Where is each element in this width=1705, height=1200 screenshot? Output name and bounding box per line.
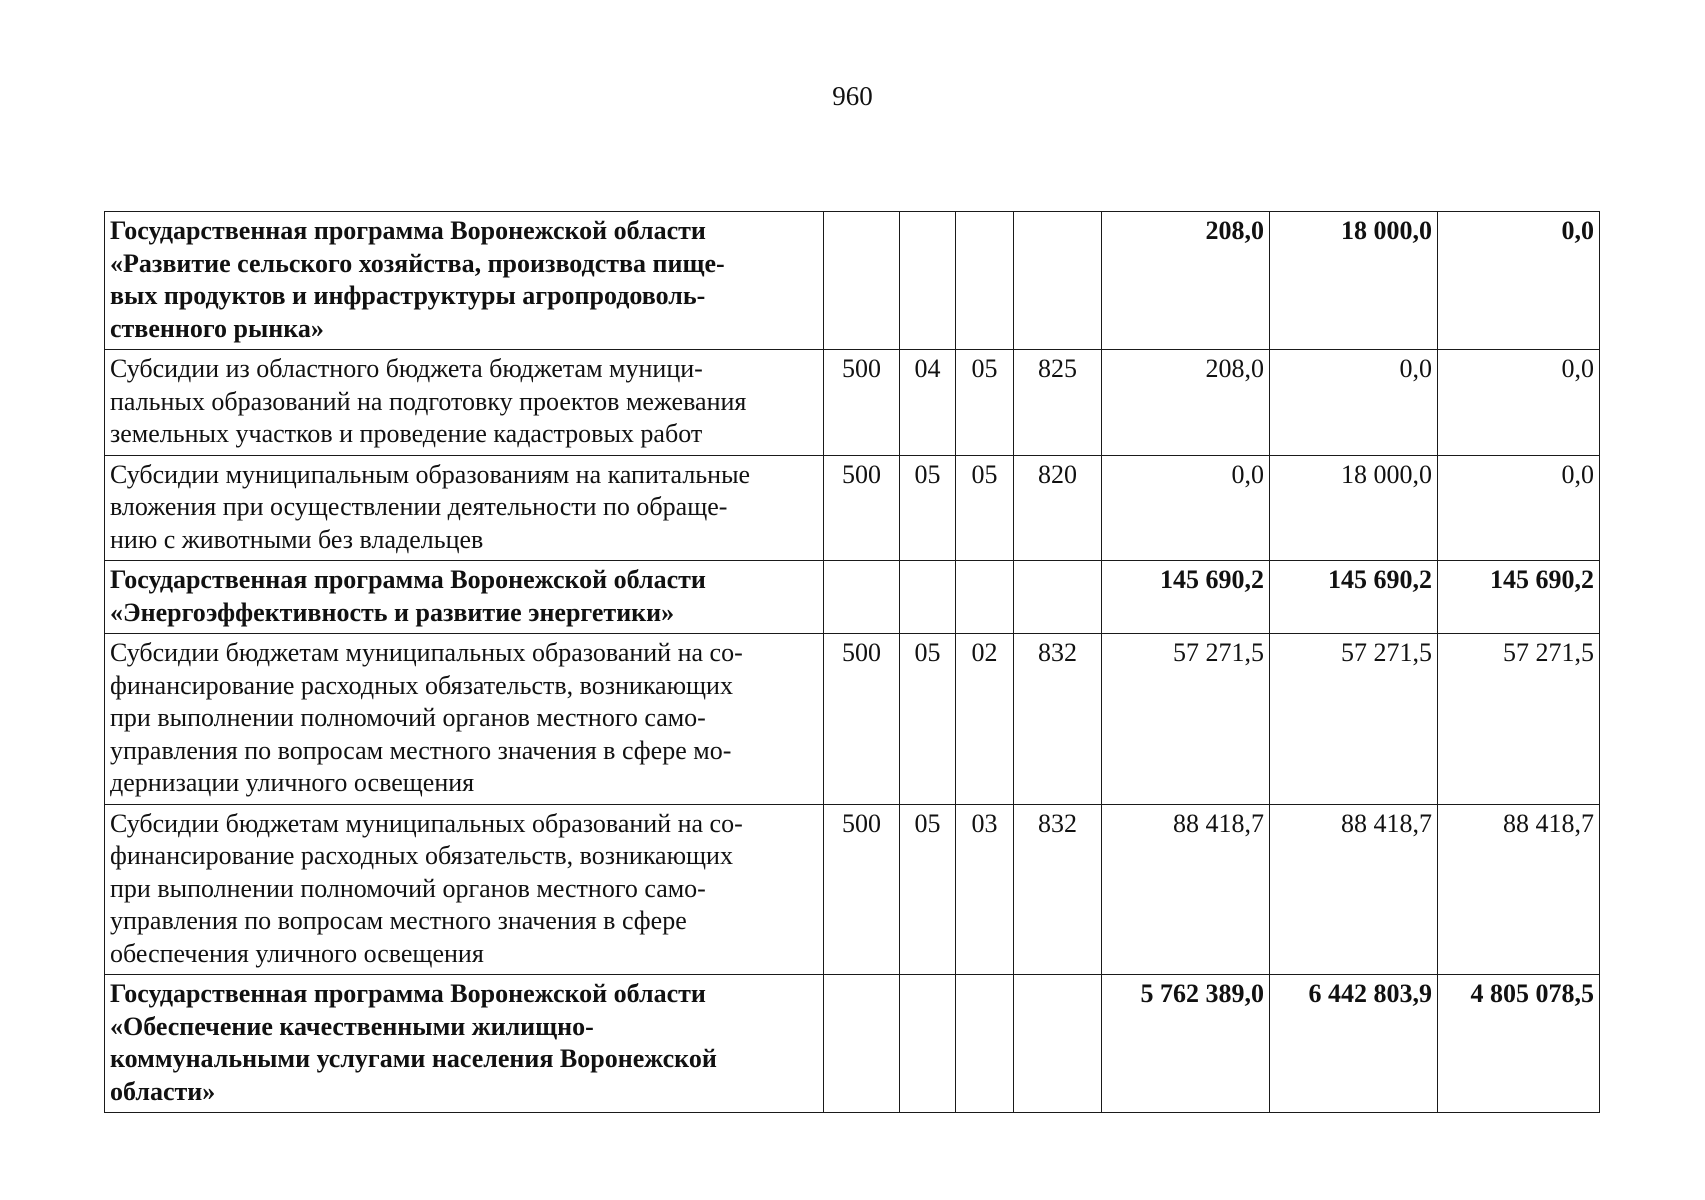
code-subsection bbox=[956, 975, 1014, 1113]
amount-year-1: 5 762 389,0 bbox=[1102, 975, 1270, 1113]
row-title-line: Государственная программа Воронежской области bbox=[110, 979, 706, 1008]
row-title-line: обеспечения уличного освещения bbox=[110, 938, 484, 968]
amount-year-1: 57 271,5 bbox=[1102, 634, 1270, 805]
page-number: 960 bbox=[832, 81, 873, 111]
subsidy-row bbox=[105, 634, 1600, 805]
code-target bbox=[1014, 561, 1102, 634]
code-target bbox=[1014, 212, 1102, 350]
row-title-line: «Энергоэффективность и развитие энергетики» bbox=[110, 597, 675, 627]
code-subsection: 03 bbox=[956, 804, 1014, 975]
amount-year-1: 208,0 bbox=[1102, 350, 1270, 456]
code-subsection: 05 bbox=[956, 350, 1014, 456]
row-title-line: Субсидии муниципальным образованиям на капитальные bbox=[110, 459, 751, 489]
row-title-line: управления по вопросам местного значения в сфере мо- bbox=[110, 735, 732, 765]
row-title-line: финансирование расходных обязательств, возникающих bbox=[110, 670, 733, 700]
row-title-line: земельных участков и проведение кадастровых работ bbox=[110, 419, 703, 448]
row-title-line: ственного рынка» bbox=[110, 313, 324, 343]
row-title-line: пальных образований на подготовку проектов межевания bbox=[110, 386, 747, 416]
row-title bbox=[105, 455, 824, 561]
amount-year-2: 6 442 803,9 bbox=[1270, 975, 1438, 1113]
row-title-line: управления по вопросам местного значения в сфере bbox=[110, 906, 687, 935]
code-ministry: 500 bbox=[824, 455, 900, 561]
row-title bbox=[105, 804, 824, 975]
code-subsection bbox=[956, 561, 1014, 634]
code-target: 832 bbox=[1014, 804, 1102, 975]
amount-year-2: 0,0 bbox=[1270, 350, 1438, 456]
row-title-line: дернизации уличного освещения bbox=[110, 768, 475, 797]
row-title-line: Субсидии из областного бюджета бюджетам муници- bbox=[110, 354, 703, 383]
code-section: 05 bbox=[900, 455, 956, 561]
amount-year-3: 0,0 bbox=[1438, 212, 1600, 350]
row-title bbox=[105, 634, 824, 805]
subsidy-row bbox=[105, 804, 1600, 975]
subsidy-row bbox=[105, 350, 1600, 456]
code-target: 820 bbox=[1014, 455, 1102, 561]
code-ministry: 500 bbox=[824, 804, 900, 975]
code-subsection: 02 bbox=[956, 634, 1014, 805]
amount-year-1: 145 690,2 bbox=[1102, 561, 1270, 634]
row-title-line: «Обеспечение качественными жилищно- bbox=[110, 1011, 594, 1041]
amount-year-1: 88 418,7 bbox=[1102, 804, 1270, 975]
row-title-line: вложения при осуществлении деятельности по обраще- bbox=[110, 492, 728, 521]
row-title-line: «Развитие сельского хозяйства, производства пище- bbox=[110, 248, 725, 278]
row-title-line: Субсидии бюджетам муниципальных образований на со- bbox=[110, 638, 743, 667]
subsidy-row bbox=[105, 455, 1600, 561]
amount-year-2: 18 000,0 bbox=[1270, 455, 1438, 561]
row-title-line: при выполнении полномочий органов местного само- bbox=[110, 703, 706, 732]
row-title-line: Государственная программа Воронежской области bbox=[110, 216, 706, 245]
row-title bbox=[105, 212, 824, 350]
row-title bbox=[105, 561, 824, 634]
amount-year-3: 145 690,2 bbox=[1438, 561, 1600, 634]
code-target: 832 bbox=[1014, 634, 1102, 805]
amount-year-2: 18 000,0 bbox=[1270, 212, 1438, 350]
row-title-line: вых продуктов и инфраструктуры агропродоволь- bbox=[110, 281, 706, 310]
amount-year-2: 88 418,7 bbox=[1270, 804, 1438, 975]
amount-year-3: 0,0 bbox=[1438, 455, 1600, 561]
row-title bbox=[105, 350, 824, 456]
amount-year-3: 57 271,5 bbox=[1438, 634, 1600, 805]
code-section bbox=[900, 975, 956, 1113]
code-subsection: 05 bbox=[956, 455, 1014, 561]
code-section: 05 bbox=[900, 804, 956, 975]
code-ministry bbox=[824, 561, 900, 634]
code-target bbox=[1014, 975, 1102, 1113]
code-section: 04 bbox=[900, 350, 956, 456]
row-title-line: Субсидии бюджетам муниципальных образований на со- bbox=[110, 808, 743, 838]
program-row bbox=[105, 975, 1600, 1113]
amount-year-1: 0,0 bbox=[1102, 455, 1270, 561]
code-target: 825 bbox=[1014, 350, 1102, 456]
program-row bbox=[105, 212, 1600, 350]
budget-table bbox=[104, 211, 1600, 1113]
row-title-line: при выполнении полномочий органов местного само- bbox=[110, 873, 706, 903]
code-section bbox=[900, 561, 956, 634]
amount-year-3: 88 418,7 bbox=[1438, 804, 1600, 975]
amount-year-2: 145 690,2 bbox=[1270, 561, 1438, 634]
amount-year-3: 0,0 bbox=[1438, 350, 1600, 456]
program-row bbox=[105, 561, 1600, 634]
row-title-line: области» bbox=[110, 1076, 216, 1106]
amount-year-1: 208,0 bbox=[1102, 212, 1270, 350]
row-title-line: коммунальными услугами населения Воронежской bbox=[110, 1044, 717, 1073]
amount-year-2: 57 271,5 bbox=[1270, 634, 1438, 805]
row-title-line: финансирование расходных обязательств, возникающих bbox=[110, 841, 733, 870]
code-section bbox=[900, 212, 956, 350]
table-body bbox=[105, 212, 1600, 1113]
row-title-line: нию с животными без владельцев bbox=[110, 524, 484, 554]
code-subsection bbox=[956, 212, 1014, 350]
code-ministry: 500 bbox=[824, 634, 900, 805]
amount-year-3: 4 805 078,5 bbox=[1438, 975, 1600, 1113]
code-section: 05 bbox=[900, 634, 956, 805]
code-ministry bbox=[824, 975, 900, 1113]
row-title bbox=[105, 975, 824, 1113]
code-ministry: 500 bbox=[824, 350, 900, 456]
code-ministry bbox=[824, 212, 900, 350]
row-title-line: Государственная программа Воронежской области bbox=[110, 565, 706, 594]
